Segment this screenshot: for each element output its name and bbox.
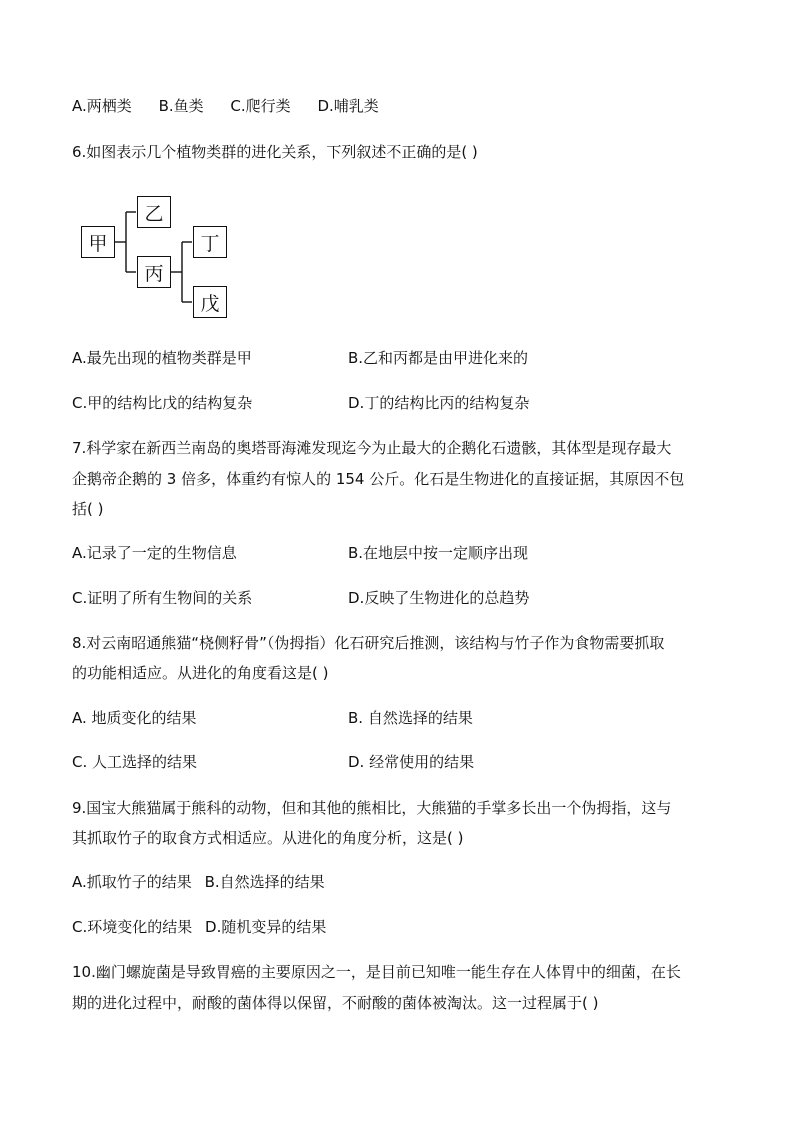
q7-option-d: D.反映了生物进化的总趋势 xyxy=(348,589,530,607)
q7-stem-line1: 7.科学家在新西兰南岛的奥塔哥海滩发现迄今为止最大的企鹅化石遗骸，其体型是现存最大 xyxy=(72,439,672,457)
evolution-diagram xyxy=(78,192,238,322)
q6-option-d: D.丁的结构比丙的结构复杂 xyxy=(348,394,530,412)
q8-option-b: B. 自然选择的结果 xyxy=(348,709,473,727)
q5-options xyxy=(72,96,379,116)
diagram-node-yi: 乙 xyxy=(137,196,171,228)
q8-stem-line2: 的功能相适应。从进化的角度看这是( ) xyxy=(72,664,329,682)
diagram-node-jia: 甲 xyxy=(81,226,115,258)
q7-option-c: C.证明了所有生物间的关系 xyxy=(72,589,253,607)
q9-option-d: D.随机变异的结果 xyxy=(205,918,327,936)
diagram-node-bing: 丙 xyxy=(137,256,171,288)
q10-stem-line2: 期的进化过程中，耐酸的菌体得以保留，不耐酸的菌体被淘汰。这一过程属于( ) xyxy=(72,994,599,1012)
q6-stem: 6.如图表示几个植物类群的进化关系，下列叙述不正确的是( ) xyxy=(72,143,478,161)
q9-option-b: B.自然选择的结果 xyxy=(204,873,325,891)
q8-option-a: A. 地质变化的结果 xyxy=(72,709,197,727)
q7-stem-line2: 企鹅帝企鹅的 3 倍多，体重约有惊人的 154 公斤。化石是生物进化的直接证据，其原因不包 xyxy=(72,470,685,488)
q5-option-c: C.爬行类 xyxy=(230,97,291,115)
q9-stem-line2: 其抓取竹子的取食方式相适应。从进化的角度分析，这是( ) xyxy=(72,829,464,847)
q8-stem-line1: 8.对云南昭通熊猫“桡侧籽骨”（伪拇指）化石研究后推测，该结构与竹子作为食物需要抓取 xyxy=(72,634,665,652)
q9-options-row1 xyxy=(72,872,325,892)
q9-option-c: C.环境变化的结果 xyxy=(72,918,193,936)
diagram-node-ding: 丁 xyxy=(193,226,227,258)
q7-option-a: A.记录了一定的生物信息 xyxy=(72,544,237,562)
q7-option-b: B.在地层中按一定顺序出现 xyxy=(348,544,529,562)
q7-stem-line3: 括( ) xyxy=(72,500,104,518)
q8-option-c: C. 人工选择的结果 xyxy=(72,753,198,771)
q9-options-row2 xyxy=(72,917,326,937)
q10-stem-line1: 10.幽门螺旋菌是导致胃癌的主要原因之一，是目前已知唯一能生存在人体胃中的细菌，在长 xyxy=(72,963,681,981)
q6-option-a: A.最先出现的植物类群是甲 xyxy=(72,349,252,367)
q6-option-b: B.乙和丙都是由甲进化来的 xyxy=(348,349,529,367)
q9-stem-line1: 9.国宝大熊猫属于熊科的动物，但和其他的熊相比，大熊猫的手掌多长出一个伪拇指，这与 xyxy=(72,799,672,817)
q5-option-b: B.鱼类 xyxy=(158,97,204,115)
q6-option-c: C.甲的结构比戊的结构复杂 xyxy=(72,394,253,412)
diagram-node-wu: 戊 xyxy=(193,286,227,318)
q8-option-d: D. 经常使用的结果 xyxy=(348,753,475,771)
q5-option-d: D.哺乳类 xyxy=(317,97,379,115)
q9-option-a: A.抓取竹子的结果 xyxy=(72,873,192,891)
q5-option-a: A.两栖类 xyxy=(72,97,132,115)
